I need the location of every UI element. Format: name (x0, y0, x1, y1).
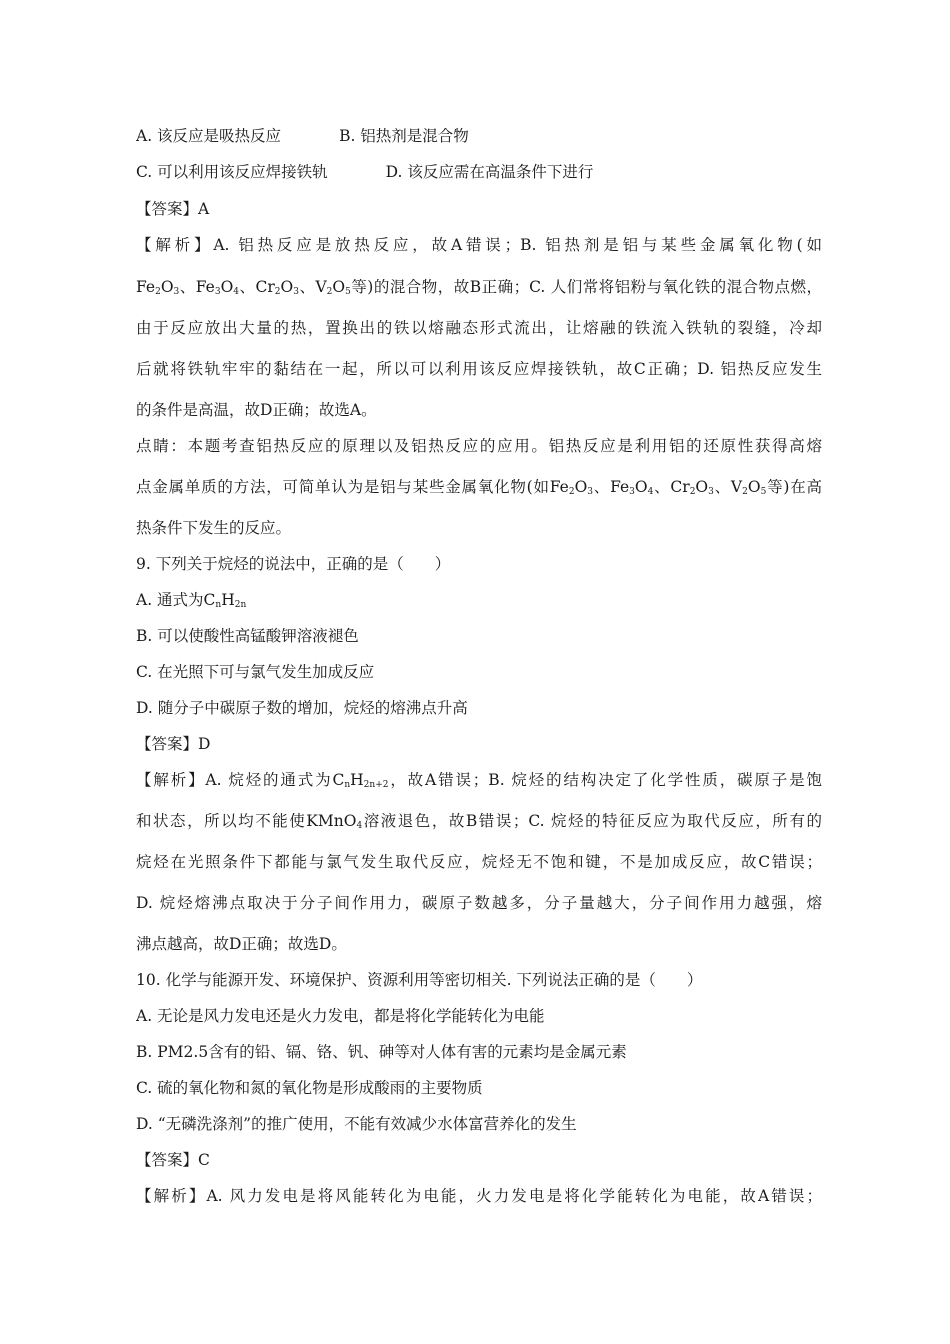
q10-option-a: A. 无论是风力发电还是火力发电，都是将化学能转化为电能 (136, 1007, 545, 1025)
q9-option-b: B. 可以使酸性高锰酸钾溶液褪色 (136, 627, 359, 645)
q9-analysis-line: 烷烃在光照条件下都能与氯气发生取代反应，烷烃无不饱和键，不是加成反应，故C错误； (136, 853, 822, 871)
q8-analysis-line: $Fe_2O_3$、$Fe_3O_4$、$Cr_2O_3$、$V_2O_5$等)的混合物，故B正确；C. 人们常将铝粉与氧化铁的混合物点燃， (136, 278, 822, 297)
q8-analysis-line: 由于反应放出大量的热，置换出的铁以熔融态形式流出，让熔融的铁流入铁轨的裂缝，冷却 (136, 319, 822, 337)
q10-option-d: D. “无磷洗涤剂”的推广使用，不能有效减少水体富营养化的发生 (136, 1115, 577, 1133)
q8-option-c: C. 可以利用该反应焊接铁轨 (136, 163, 328, 181)
q8-option-b: B. 铝热剂是混合物 (339, 127, 469, 145)
q8-option-d: D. 该反应需在高温条件下进行 (385, 163, 594, 181)
q9-analysis-line: 【解析】A. 烷烃的通式为$C_nH_{2n+2}$，故A错误；B. 烷烃的结构决定了化学性质，碳原子是饱 (136, 771, 822, 790)
q8-analysis-line: 后就将铁轨牢牢的黏结在一起，所以可以利用该反应焊接铁轨，故C正确；D. 铝热反应发生 (136, 360, 822, 378)
q9-option-d: D. 随分子中碳原子数的增加，烷烃的熔沸点升高 (136, 699, 468, 717)
q9-analysis-line: 沸点越高，故D正确；故选D。 (136, 935, 347, 953)
q10-question: 10. 化学与能源开发、环境保护、资源利用等密切相关. 下列说法正确的是（ ） (136, 971, 703, 989)
q8-option-a: A. 该反应是吸热反应 (136, 127, 282, 145)
q9-option-c: C. 在光照下可与氯气发生加成反应 (136, 663, 375, 681)
q8-key-point-line: 热条件下发生的反应。 (136, 519, 292, 537)
q10-option-b: B. PM2.5含有的铅、镉、铬、钒、砷等对人体有害的元素均是金属元素 (136, 1043, 627, 1061)
q9-analysis-line: 和状态，所以均不能使KMnO$_4$溶液退色，故B错误；C. 烷烃的特征反应为取代反应，所有的 (136, 812, 822, 831)
q10-answer: 【答案】C (136, 1151, 210, 1169)
q8-key-point-line: 点金属单质的方法，可简单认为是铝与某些金属氧化物(如$Fe_2O_3$、$Fe_3O_4$、$Cr_2O_3$、$V_2O_5$等)在高 (136, 478, 822, 497)
q9-analysis-line: D. 烷烃熔沸点取决于分子间作用力，碳原子数越多，分子量越大，分子间作用力越强，熔 (136, 894, 822, 912)
q8-analysis-line: 的条件是高温，故D正确；故选A。 (136, 401, 377, 419)
q9-option-a: A. 通式为$C_nH_{2n}$ (136, 591, 247, 610)
q10-option-c: C. 硫的氧化物和氮的氧化物是形成酸雨的主要物质 (136, 1079, 483, 1097)
q8-options-cd (136, 160, 822, 184)
q8-key-point-line: 点睛：本题考查铝热反应的原理以及铝热反应的应用。铝热反应是利用铝的还原性获得高熔 (136, 437, 822, 455)
q8-analysis-line: 【解析】A. 铝热反应是放热反应，故A错误；B. 铝热剂是铝与某些金属氧化物(如 (136, 236, 822, 254)
q9-answer: 【答案】D (136, 735, 211, 753)
q9-question: 9. 下列关于烷烃的说法中，正确的是（ ） (136, 555, 451, 573)
q8-options-ab (136, 124, 822, 148)
q10-analysis-line: 【解析】A. 风力发电是将风能转化为电能，火力发电是将化学能转化为电能，故A错误； (136, 1187, 822, 1205)
q8-answer: 【答案】A (136, 200, 210, 218)
